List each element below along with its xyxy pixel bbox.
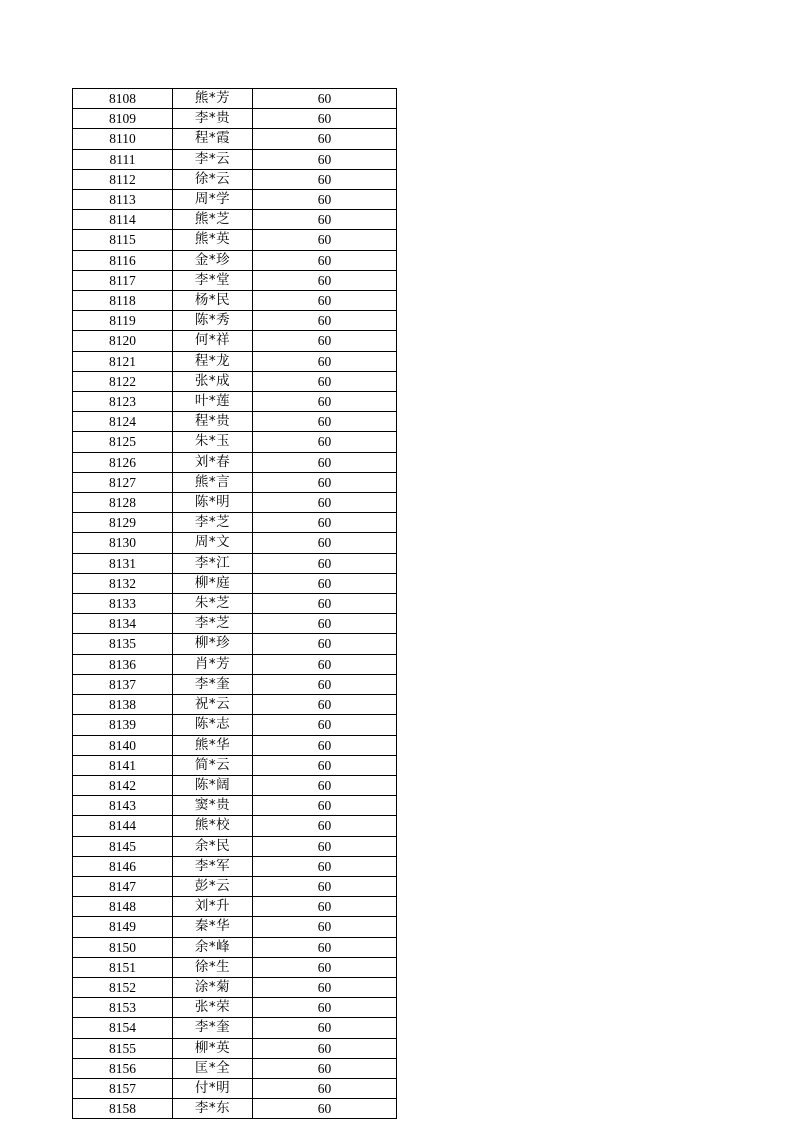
cell-id: 8138 xyxy=(73,695,173,715)
cell-score: 60 xyxy=(253,472,397,492)
cell-name: 程*龙 xyxy=(173,351,253,371)
cell-score: 60 xyxy=(253,917,397,937)
table-row xyxy=(73,816,397,836)
table-container xyxy=(72,88,396,1119)
cell-score: 60 xyxy=(253,695,397,715)
table-row xyxy=(73,392,397,412)
cell-name: 李*奎 xyxy=(173,674,253,694)
table-body xyxy=(73,89,397,1119)
table-row xyxy=(73,311,397,331)
cell-id: 8136 xyxy=(73,654,173,674)
cell-name: 朱*玉 xyxy=(173,432,253,452)
cell-score: 60 xyxy=(253,432,397,452)
table-row xyxy=(73,755,397,775)
cell-score: 60 xyxy=(253,553,397,573)
cell-name: 熊*芝 xyxy=(173,210,253,230)
cell-score: 60 xyxy=(253,715,397,735)
cell-score: 60 xyxy=(253,533,397,553)
table-row xyxy=(73,412,397,432)
cell-name: 陈*秀 xyxy=(173,311,253,331)
cell-id: 8120 xyxy=(73,331,173,351)
cell-id: 8147 xyxy=(73,876,173,896)
cell-id: 8127 xyxy=(73,472,173,492)
cell-id: 8153 xyxy=(73,998,173,1018)
cell-name: 徐*云 xyxy=(173,169,253,189)
cell-name: 李*东 xyxy=(173,1099,253,1119)
table-row xyxy=(73,654,397,674)
table-row xyxy=(73,998,397,1018)
cell-id: 8129 xyxy=(73,513,173,533)
cell-id: 8148 xyxy=(73,897,173,917)
table-row xyxy=(73,917,397,937)
cell-score: 60 xyxy=(253,392,397,412)
cell-name: 李*奎 xyxy=(173,1018,253,1038)
cell-score: 60 xyxy=(253,796,397,816)
cell-name: 陈*明 xyxy=(173,493,253,513)
cell-name: 刘*升 xyxy=(173,897,253,917)
cell-score: 60 xyxy=(253,735,397,755)
cell-name: 彭*云 xyxy=(173,876,253,896)
cell-id: 8111 xyxy=(73,149,173,169)
cell-id: 8144 xyxy=(73,816,173,836)
cell-name: 程*贵 xyxy=(173,412,253,432)
table-row xyxy=(73,493,397,513)
table-row xyxy=(73,291,397,311)
cell-score: 60 xyxy=(253,937,397,957)
cell-score: 60 xyxy=(253,977,397,997)
cell-score: 60 xyxy=(253,149,397,169)
cell-id: 8150 xyxy=(73,937,173,957)
cell-score: 60 xyxy=(253,1018,397,1038)
cell-id: 8157 xyxy=(73,1078,173,1098)
cell-name: 李*堂 xyxy=(173,270,253,290)
cell-id: 8134 xyxy=(73,614,173,634)
cell-score: 60 xyxy=(253,816,397,836)
cell-score: 60 xyxy=(253,311,397,331)
cell-id: 8117 xyxy=(73,270,173,290)
cell-name: 何*祥 xyxy=(173,331,253,351)
table-row xyxy=(73,533,397,553)
table-row xyxy=(73,452,397,472)
cell-id: 8109 xyxy=(73,109,173,129)
cell-id: 8130 xyxy=(73,533,173,553)
cell-name: 张*成 xyxy=(173,371,253,391)
cell-name: 柳*珍 xyxy=(173,634,253,654)
cell-score: 60 xyxy=(253,897,397,917)
cell-score: 60 xyxy=(253,331,397,351)
table-row xyxy=(73,876,397,896)
table-row xyxy=(73,1018,397,1038)
cell-id: 8156 xyxy=(73,1058,173,1078)
cell-id: 8115 xyxy=(73,230,173,250)
table-row xyxy=(73,634,397,654)
cell-id: 8124 xyxy=(73,412,173,432)
cell-id: 8113 xyxy=(73,190,173,210)
cell-score: 60 xyxy=(253,1078,397,1098)
cell-name: 李*芝 xyxy=(173,614,253,634)
cell-name: 刘*春 xyxy=(173,452,253,472)
cell-id: 8108 xyxy=(73,89,173,109)
table-row xyxy=(73,149,397,169)
table-row xyxy=(73,210,397,230)
table-row xyxy=(73,674,397,694)
cell-score: 60 xyxy=(253,291,397,311)
table-row xyxy=(73,957,397,977)
cell-id: 8121 xyxy=(73,351,173,371)
cell-id: 8137 xyxy=(73,674,173,694)
table-row xyxy=(73,977,397,997)
cell-id: 8143 xyxy=(73,796,173,816)
table-row xyxy=(73,331,397,351)
cell-name: 熊*华 xyxy=(173,735,253,755)
table-row xyxy=(73,432,397,452)
cell-name: 熊*芳 xyxy=(173,89,253,109)
cell-score: 60 xyxy=(253,775,397,795)
cell-score: 60 xyxy=(253,270,397,290)
cell-name: 李*军 xyxy=(173,856,253,876)
cell-score: 60 xyxy=(253,1058,397,1078)
cell-name: 李*芝 xyxy=(173,513,253,533)
table-row xyxy=(73,351,397,371)
table-row xyxy=(73,695,397,715)
cell-id: 8112 xyxy=(73,169,173,189)
cell-id: 8135 xyxy=(73,634,173,654)
cell-score: 60 xyxy=(253,573,397,593)
cell-id: 8154 xyxy=(73,1018,173,1038)
cell-name: 付*明 xyxy=(173,1078,253,1098)
cell-name: 陈*志 xyxy=(173,715,253,735)
table-row xyxy=(73,856,397,876)
cell-id: 8151 xyxy=(73,957,173,977)
table-row xyxy=(73,715,397,735)
cell-name: 周*学 xyxy=(173,190,253,210)
cell-score: 60 xyxy=(253,109,397,129)
table-row xyxy=(73,250,397,270)
table-row xyxy=(73,1058,397,1078)
cell-name: 叶*莲 xyxy=(173,392,253,412)
table-row xyxy=(73,472,397,492)
cell-name: 窦*贵 xyxy=(173,796,253,816)
cell-name: 杨*民 xyxy=(173,291,253,311)
cell-name: 徐*生 xyxy=(173,957,253,977)
cell-name: 李*云 xyxy=(173,149,253,169)
table-row xyxy=(73,190,397,210)
table-row xyxy=(73,230,397,250)
cell-name: 祝*云 xyxy=(173,695,253,715)
table-row xyxy=(73,169,397,189)
table-row xyxy=(73,553,397,573)
table-row xyxy=(73,594,397,614)
cell-id: 8123 xyxy=(73,392,173,412)
cell-id: 8149 xyxy=(73,917,173,937)
cell-score: 60 xyxy=(253,998,397,1018)
table-row xyxy=(73,109,397,129)
cell-name: 周*文 xyxy=(173,533,253,553)
table-row xyxy=(73,775,397,795)
cell-name: 肖*芳 xyxy=(173,654,253,674)
cell-id: 8139 xyxy=(73,715,173,735)
table-row xyxy=(73,1099,397,1119)
cell-id: 8141 xyxy=(73,755,173,775)
cell-score: 60 xyxy=(253,493,397,513)
cell-name: 金*珍 xyxy=(173,250,253,270)
cell-name: 涂*菊 xyxy=(173,977,253,997)
table-row xyxy=(73,270,397,290)
cell-name: 陈*阔 xyxy=(173,775,253,795)
cell-score: 60 xyxy=(253,614,397,634)
cell-name: 柳*庭 xyxy=(173,573,253,593)
cell-id: 8140 xyxy=(73,735,173,755)
cell-id: 8118 xyxy=(73,291,173,311)
cell-id: 8131 xyxy=(73,553,173,573)
cell-score: 60 xyxy=(253,634,397,654)
table-row xyxy=(73,1078,397,1098)
cell-id: 8119 xyxy=(73,311,173,331)
table-row xyxy=(73,89,397,109)
table-row xyxy=(73,897,397,917)
cell-score: 60 xyxy=(253,1038,397,1058)
cell-score: 60 xyxy=(253,452,397,472)
cell-id: 8122 xyxy=(73,371,173,391)
cell-score: 60 xyxy=(253,351,397,371)
cell-name: 余*民 xyxy=(173,836,253,856)
cell-id: 8158 xyxy=(73,1099,173,1119)
cell-name: 张*荣 xyxy=(173,998,253,1018)
cell-score: 60 xyxy=(253,1099,397,1119)
cell-id: 8132 xyxy=(73,573,173,593)
cell-name: 程*霞 xyxy=(173,129,253,149)
cell-name: 匡*全 xyxy=(173,1058,253,1078)
cell-id: 8116 xyxy=(73,250,173,270)
cell-id: 8133 xyxy=(73,594,173,614)
cell-name: 朱*芝 xyxy=(173,594,253,614)
cell-score: 60 xyxy=(253,210,397,230)
cell-id: 8152 xyxy=(73,977,173,997)
cell-score: 60 xyxy=(253,190,397,210)
cell-score: 60 xyxy=(253,755,397,775)
table-row xyxy=(73,937,397,957)
cell-id: 8145 xyxy=(73,836,173,856)
cell-score: 60 xyxy=(253,836,397,856)
cell-score: 60 xyxy=(253,89,397,109)
cell-id: 8114 xyxy=(73,210,173,230)
cell-score: 60 xyxy=(253,876,397,896)
cell-name: 李*贵 xyxy=(173,109,253,129)
cell-name: 熊*英 xyxy=(173,230,253,250)
cell-name: 熊*校 xyxy=(173,816,253,836)
cell-id: 8146 xyxy=(73,856,173,876)
table-row xyxy=(73,513,397,533)
table-row xyxy=(73,796,397,816)
cell-score: 60 xyxy=(253,856,397,876)
table-row xyxy=(73,573,397,593)
cell-id: 8110 xyxy=(73,129,173,149)
cell-name: 秦*华 xyxy=(173,917,253,937)
table-row xyxy=(73,735,397,755)
table-row xyxy=(73,1038,397,1058)
cell-score: 60 xyxy=(253,371,397,391)
cell-score: 60 xyxy=(253,230,397,250)
cell-score: 60 xyxy=(253,513,397,533)
cell-name: 余*峰 xyxy=(173,937,253,957)
table-row xyxy=(73,836,397,856)
cell-id: 8155 xyxy=(73,1038,173,1058)
cell-id: 8142 xyxy=(73,775,173,795)
table-row xyxy=(73,129,397,149)
cell-score: 60 xyxy=(253,957,397,977)
table-row xyxy=(73,614,397,634)
cell-score: 60 xyxy=(253,594,397,614)
cell-score: 60 xyxy=(253,674,397,694)
cell-score: 60 xyxy=(253,250,397,270)
cell-name: 简*云 xyxy=(173,755,253,775)
cell-score: 60 xyxy=(253,129,397,149)
cell-score: 60 xyxy=(253,412,397,432)
table-row xyxy=(73,371,397,391)
roster-table xyxy=(72,88,397,1119)
cell-score: 60 xyxy=(253,654,397,674)
cell-name: 柳*英 xyxy=(173,1038,253,1058)
cell-name: 熊*言 xyxy=(173,472,253,492)
cell-id: 8125 xyxy=(73,432,173,452)
cell-id: 8126 xyxy=(73,452,173,472)
cell-name: 李*江 xyxy=(173,553,253,573)
cell-score: 60 xyxy=(253,169,397,189)
cell-id: 8128 xyxy=(73,493,173,513)
